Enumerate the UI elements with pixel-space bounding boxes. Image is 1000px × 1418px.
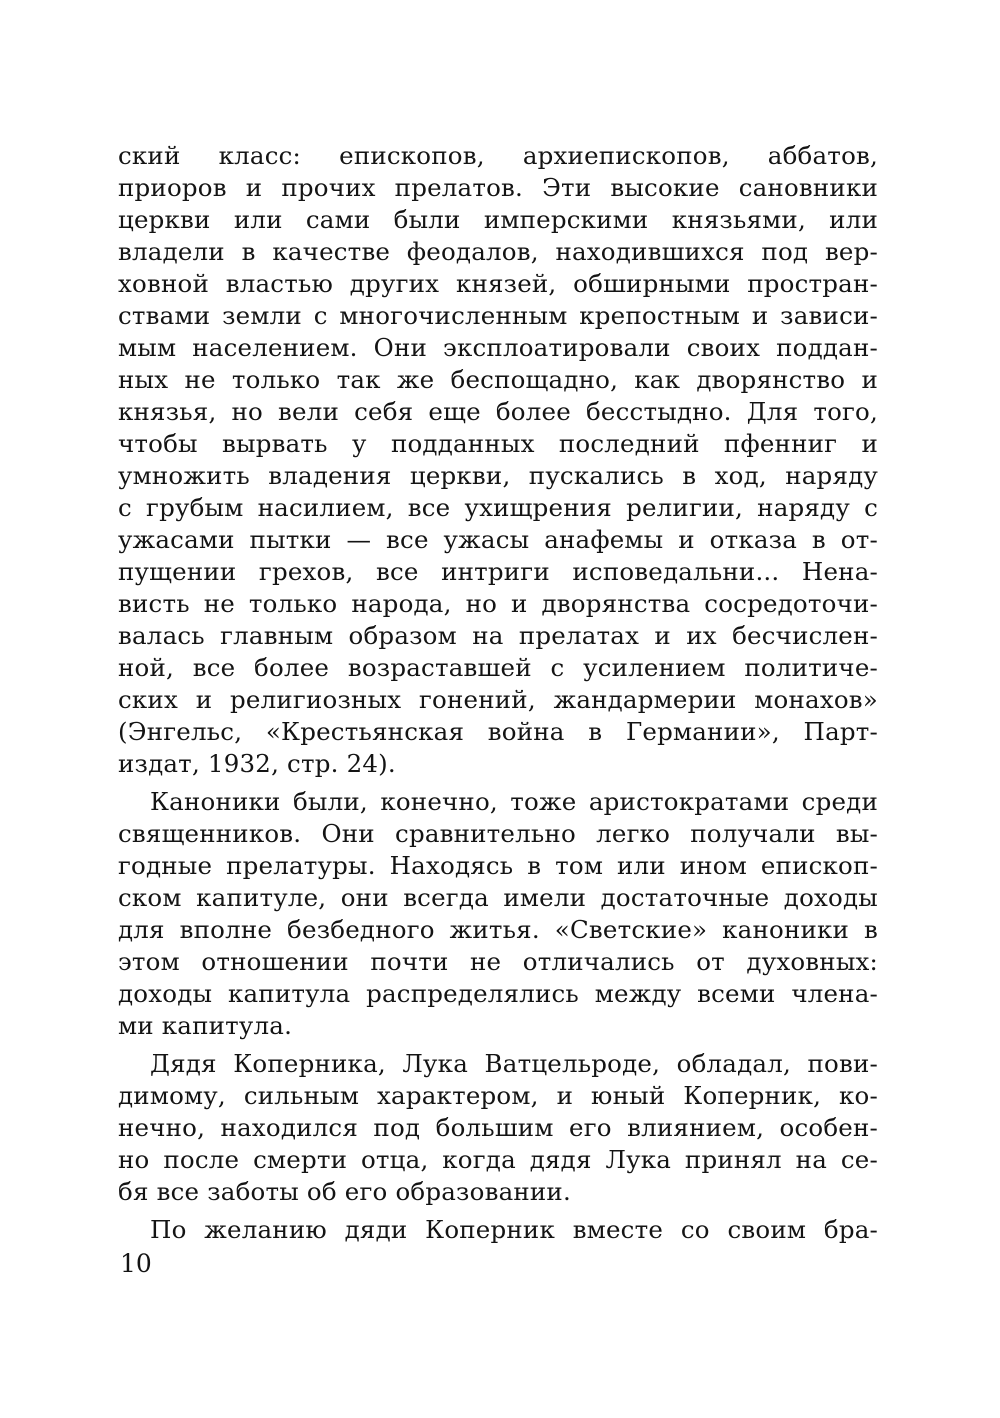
text-line: издат, 1932, стр. 24). — [118, 749, 396, 778]
paragraph-canons — [118, 786, 878, 1042]
page-number: 10 — [120, 1249, 152, 1278]
text-line: князья, но вели себя еще более бесстыдно. Для того, — [118, 397, 878, 426]
text-line: ский класс: епископов, архиепископов, аббатов, — [118, 141, 878, 170]
text-line: ужасами пытки — все ужасы анафемы и отказа в от- — [118, 525, 878, 554]
text-line: Каноники были, конечно, тоже аристократами среди — [150, 787, 878, 816]
text-line: мым населением. Они эксплоатировали своих поддан- — [118, 333, 878, 362]
text-line: священников. Они сравнительно легко получали вы- — [118, 819, 878, 848]
text-line: владели в качестве феодалов, находившихся под вер- — [118, 237, 878, 266]
text-line: висть не только народа, но и дворянства сосредоточи- — [118, 589, 878, 618]
text-line: ствами земли с многочисленным крепостным и зависи- — [118, 301, 878, 330]
text-line: но после смерти отца, когда дядя Лука принял на се- — [118, 1145, 878, 1174]
text-line: с грубым насилием, все ухищрения религии, наряду с — [118, 493, 878, 522]
text-line: для вполне безбедного житья. «Светские» каноники в — [118, 915, 878, 944]
text-line: ховной властью других князей, обширными простран- — [118, 269, 878, 298]
text-line: нечно, находился под большим его влиянием, особен- — [118, 1113, 878, 1142]
text-line: доходы капитула распределялись между всеми члена- — [118, 979, 878, 1008]
text-line: этом отношении почти не отличались от духовных: — [118, 947, 878, 976]
text-line: бя все заботы об его образовании. — [118, 1177, 571, 1206]
text-line: ских и религиозных гонений, жандармерии монахов» — [118, 685, 878, 714]
text-line: ском капитуле, они всегда имели достаточные доходы — [118, 883, 878, 912]
text-line: ми капитула. — [118, 1011, 293, 1040]
text-line: (Энгельс, «Крестьянская война в Германии», Парт- — [118, 717, 878, 746]
text-line: Дядя Коперника, Лука Ватцельроде, обладал, пови- — [150, 1049, 878, 1078]
text-line: пущении грехов, все интриги исповедальни... Нена- — [118, 557, 878, 586]
text-line: По желанию дяди Коперник вместе со своим бра- — [150, 1215, 878, 1244]
text-line: димому, сильным характером, и юный Коперник, ко- — [118, 1081, 878, 1110]
page-text — [118, 140, 878, 1246]
paragraph-uncle-wish — [118, 1214, 878, 1246]
text-line: церкви или сами были имперскими князьями, или — [118, 205, 878, 234]
text-line: чтобы вырвать у подданных последний пфенниг и — [118, 429, 878, 458]
text-line: ных не только так же беспощадно, как дворянство и — [118, 365, 878, 394]
paragraph-uncle — [118, 1048, 878, 1208]
text-line: ной, все более возраставшей с усилением политиче- — [118, 653, 878, 682]
paragraph-quotation-continuation — [118, 140, 878, 780]
text-line: годные прелатуры. Находясь в том или ином епископ- — [118, 851, 878, 880]
text-line: умножить владения церкви, пускались в ход, наряду — [118, 461, 878, 490]
text-line: приоров и прочих прелатов. Эти высокие сановники — [118, 173, 878, 202]
text-line: валась главным образом на прелатах и их бесчислен- — [118, 621, 878, 650]
